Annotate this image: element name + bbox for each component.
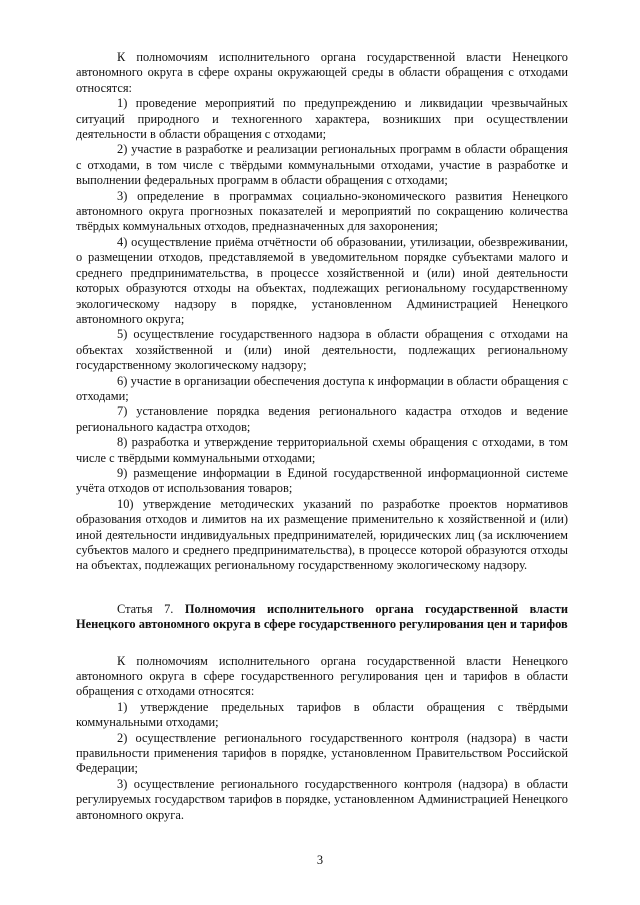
page-number: 3: [316, 853, 324, 867]
article-7-heading: [76, 602, 568, 633]
section-a-item-10: 10) утверждение методических указаний по разработке проектов нормативов образования отходов и лимитов на их размещение применительно к хозяйственной и (или) иной деятельности индивидуальных предпринимателей, юридических лиц (за исключением субъектов малого и среднего предпринимательства), в процессе которой образуются отходы на объектах, подлежащих региональному государственному экологическому надзору.: [76, 496, 568, 573]
section-b-item-1: 1) утверждение предельных тарифов в области обращения с твёрдыми коммунальными отходами;: [76, 699, 568, 730]
section-b-item-3: 3) осуществление регионального государственного контроля (надзора) в области регулируемых государством тарифов в порядке, установленном Администрацией Ненецкого автономного округа.: [76, 776, 568, 822]
section-a-item-6: 6) участие в организации обеспечения доступа к информации в области обращения с отходами;: [76, 373, 568, 403]
section-a-item-5: 5) осуществление государственного надзора в области обращения с отходами на объектах хозяйственной и (или) иной деятельности, подлежащих региональному государственному экологическому надзору;: [76, 327, 568, 373]
section-a-item-3: 3) определение в программах социально-экономического развития Ненецкого автономного округа прогнозных показателей и мероприятий по сокращению количества твёрдых коммунальных отходов, предназначенных для захоронения;: [76, 188, 568, 234]
article-7-title: Полномочия исполнительного органа государственной власти Ненецкого автономного округа в сфере государственного регулирования цен и тарифов: [76, 601, 568, 632]
section-a-item-4: 4) осуществление приёма отчётности об образовании, утилизации, обезвреживании, о размещении отходов, представляемой в уведомительном порядке субъектами малого и среднего предпринимательства, в процессе хозяйственной и (или) иной деятельности которых образуются отходы на объектах, подлежащих региональному государственному экологическому надзору в порядке, установленном Администрацией Ненецкого автономного округа;: [76, 234, 568, 326]
section-a-item-7: 7) установление порядка ведения регионального кадастра отходов и ведение регионального кадастра отходов;: [76, 404, 568, 434]
section-a-item-1: 1) проведение мероприятий по предупреждению и ликвидации чрезвычайных ситуаций природного и техногенного характера, возникших при осуществлении деятельности в области обращения с отходами;: [76, 96, 568, 142]
section-a-item-2: 2) участие в разработке и реализации региональных программ в области обращения с отходами, в том числе с твёрдыми коммунальными отходами, участие в разработке и выполнении федеральных программ в области обращения с отходами;: [76, 142, 568, 188]
section-a-intro: К полномочиям исполнительного органа государственной власти Ненецкого автономного округа в сфере охраны окружающей среды в области обращения с отходами относятся:: [76, 50, 568, 95]
document-page: [76, 50, 568, 823]
section-b-item-2: 2) осуществление регионального государственного контроля (надзора) в части правильности применения тарифов в порядке, установленном Правительством Российской Федерации;: [76, 730, 568, 776]
section-b-intro: К полномочиям исполнительного органа государственной власти Ненецкого автономного округа в сфере государственного регулирования цен и тарифов в области обращения с отходами относятся:: [76, 653, 568, 699]
section-a-item-8: 8) разработка и утверждение территориальной схемы обращения с отходами, в том числе с твёрдыми коммунальными отходами;: [76, 435, 568, 465]
article-7-number: Статья 7.: [117, 601, 174, 616]
section-a-item-9: 9) размещение информации в Единой государственной информационной системе учёта отходов от использования товаров;: [76, 465, 568, 496]
